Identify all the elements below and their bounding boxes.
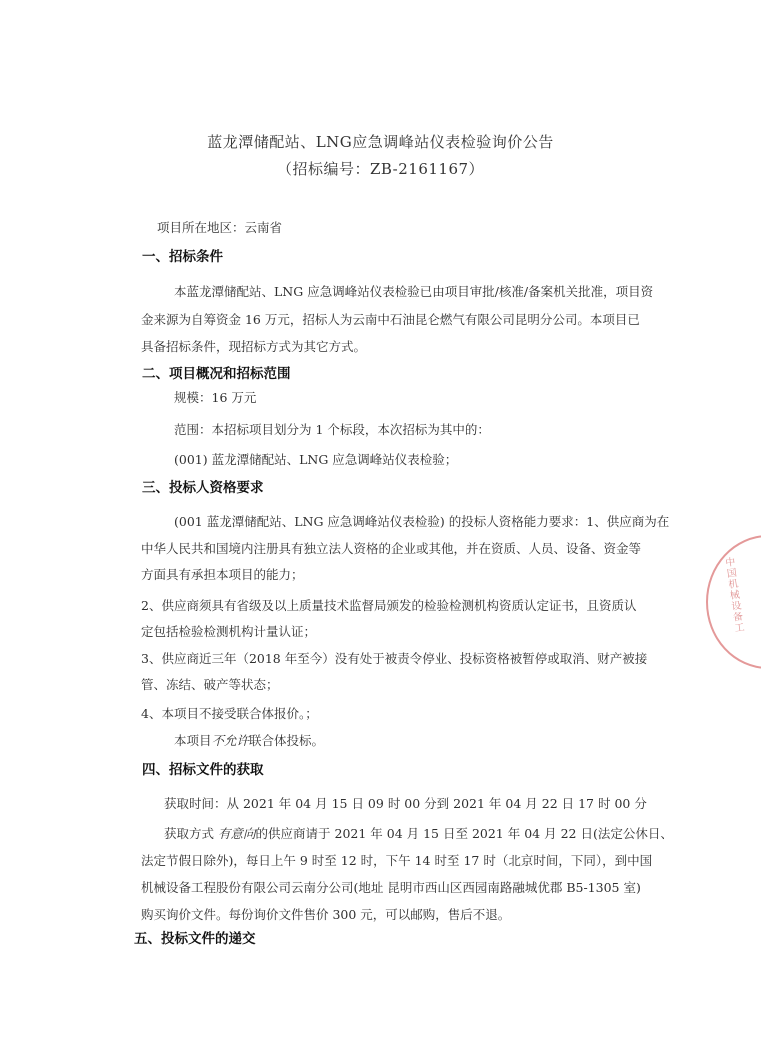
section-heading-5: 五、投标文件的递交 bbox=[134, 931, 256, 947]
section3-line-2: 中华人民共和国境内注册具有独立法人资格的企业或其他，并在资质、人员、设备、资金等 bbox=[141, 541, 642, 556]
consortium-prefix: 本项目 bbox=[174, 733, 212, 748]
section-heading-2: 二、项目概况和招标范围 bbox=[142, 366, 291, 382]
project-location: 项目所在地区：云南省 bbox=[157, 220, 283, 235]
section3-line-6: 3、供应商近三年（2018 年至今）没有处于被责令停业、投标资格被暂停或取消、财产被接 bbox=[141, 651, 648, 666]
section3-consortium bbox=[174, 733, 324, 749]
method-rest: 的供应商请于 2021 年 04 月 15 日至 2021 年 04 月 22 日(法定公休日、 bbox=[255, 826, 673, 841]
section4-line-2: 机械设备工程股份有限公司云南分公司(地址 昆明市西山区西园南路融城优郡 B5-1305 室) bbox=[141, 880, 641, 895]
section1-line-3: 具备招标条件，现招标方式为其它方式。 bbox=[141, 339, 367, 354]
consortium-italic: 不允许 bbox=[211, 733, 250, 748]
section4-line-1: 法定节假日除外)，每日上午 9 时至 12 时，下午 14 时至 17 时（北京时间，下同），到中国 bbox=[141, 853, 653, 868]
method-italic: 有意向 bbox=[218, 826, 256, 841]
page-title: 蓝龙潭储配站、LNG应急调峰站仪表检验询价公告 bbox=[207, 133, 554, 151]
section3-line-1: (001 蓝龙潭储配站、LNG 应急调峰站仪表检验) 的投标人资格能力要求：1、供应商为在 bbox=[174, 514, 670, 529]
company-seal bbox=[706, 535, 761, 669]
section3-line-3: 方面具有承担本项目的能力； bbox=[141, 567, 304, 582]
method-prefix: 获取方式 bbox=[164, 826, 215, 841]
section2-scale: 规模：16 万元 bbox=[174, 390, 257, 405]
tender-number: （招标编号：ZB-2161167） bbox=[276, 160, 485, 178]
section2-scope: 范围：本招标项目划分为 1 个标段，本次招标为其中的： bbox=[174, 422, 490, 437]
section-heading-1: 一、招标条件 bbox=[142, 249, 223, 265]
section4-line-3: 购买询价文件。每份询价文件售价 300 元，可以邮购，售后不退。 bbox=[141, 907, 511, 922]
section3-line-5: 定包括检验检测机构计量认证； bbox=[141, 624, 317, 639]
section3-line-8: 4、本项目不接受联合体报价。； bbox=[141, 706, 318, 721]
section-heading-4: 四、招标文件的获取 bbox=[142, 762, 264, 778]
section-heading-3: 三、投标人资格要求 bbox=[142, 480, 264, 496]
section4-time: 获取时间：从 2021 年 04 月 15 日 09 时 00 分到 2021 年 04 月 22 日 17 时 00 分 bbox=[164, 796, 647, 811]
section3-line-7: 管、冻结、破产等状态； bbox=[141, 677, 279, 692]
section4-method bbox=[164, 826, 673, 842]
seal-text: 中国机械设备工 bbox=[724, 556, 746, 635]
consortium-suffix: 联合体投标。 bbox=[249, 733, 325, 748]
section1-line-1: 本蓝龙潭储配站、LNG 应急调峰站仪表检验已由项目审批/核准/备案机关批准，项目资 bbox=[174, 284, 654, 299]
section1-line-2: 金来源为自筹资金 16 万元，招标人为云南中石油昆仑燃气有限公司昆明分公司。本项目已 bbox=[141, 312, 640, 327]
section2-lot: (001) 蓝龙潭储配站、LNG 应急调峰站仪表检验； bbox=[174, 452, 458, 467]
section3-line-4: 2、供应商须具有省级及以上质量技术监督局颁发的检验检测机构资质认定证书，且资质认 bbox=[141, 598, 637, 613]
